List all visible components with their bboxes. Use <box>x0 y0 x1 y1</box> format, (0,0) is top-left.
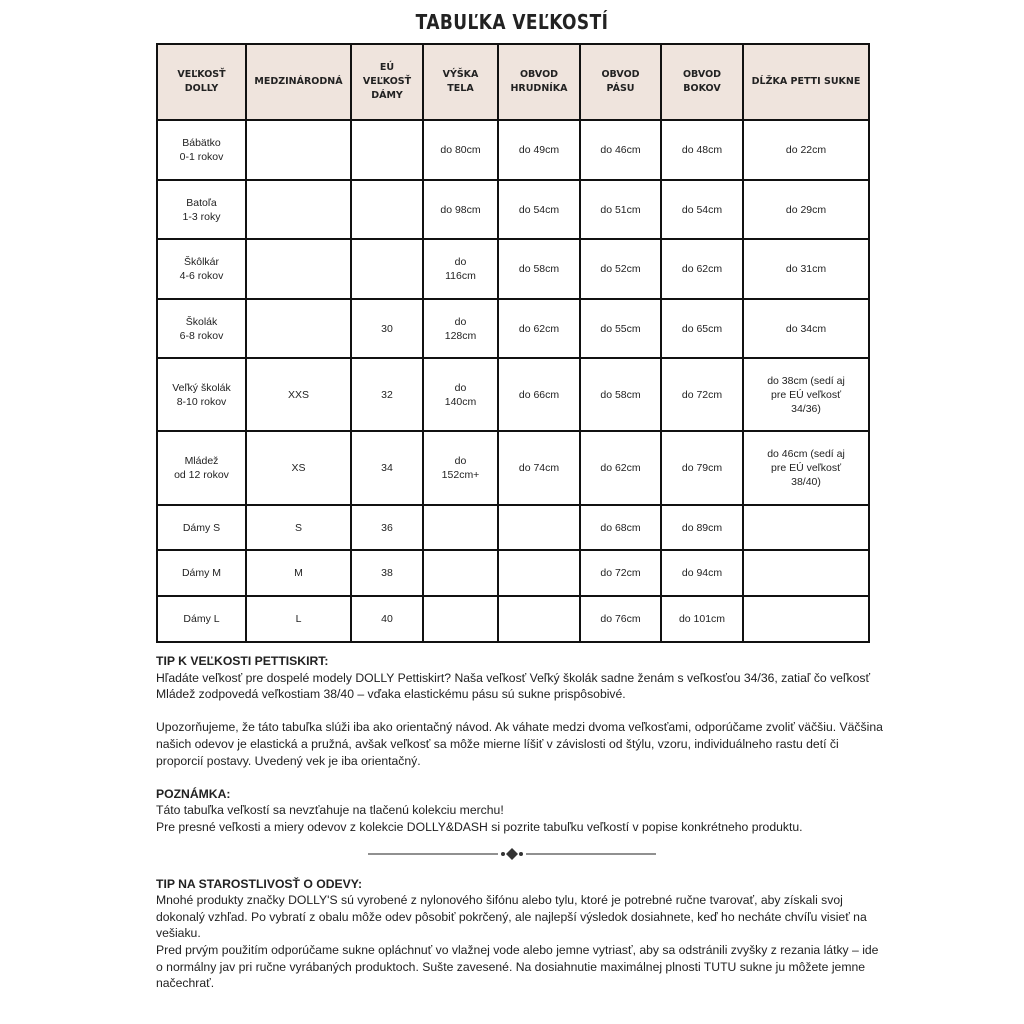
table-row <box>157 120 869 180</box>
table-cell <box>423 596 498 642</box>
table-cell: Školák 6-8 rokov <box>157 299 246 358</box>
table-cell: do 52cm <box>580 239 661 299</box>
table-cell <box>351 120 423 180</box>
warning-text: Upozorňujeme, že táto tabuľka slúži iba ako orientačný návod. Ak váhate medzi dvoma veľkosťami, odporúčame zvoliť väčšiu. Väčšina našich odevov je elastická a pružná, avšak veľkosť sa môže mierne líšiť v závislosti od štýlu, vzoru, individuálneho rastu detí či proporcií postavy. Uvedený vek je iba orientačný. <box>156 720 883 768</box>
table-cell: 38 <box>351 550 423 596</box>
table-cell: S <box>246 505 351 550</box>
table-cell: do 46cm <box>580 120 661 180</box>
table-cell: 40 <box>351 596 423 642</box>
table-cell <box>743 505 869 550</box>
note-line-1: Táto tabuľka veľkostí sa nevzťahuje na tlačenú kolekciu merchu! <box>156 803 504 818</box>
table-cell: do 140cm <box>423 358 498 431</box>
care-text-1: Mnohé produkty značky DOLLY'S sú vyrobené z nylonového šifónu alebo tylu, ktoré je potrebné ručne tvarovať, aby získali svoj dokonalý vzhľad. Po vybratí z obalu môže odev pôsobiť pokrčený, ale najlepší výsledok dosiahnete, keď ho necháte chvíľu visieť na vešiaku. <box>156 893 867 941</box>
table-cell: do 29cm <box>743 180 869 239</box>
column-header: OBVOD HRUDNÍKA <box>498 44 580 120</box>
table-cell: Batoľa 1-3 roky <box>157 180 246 239</box>
table-cell: 36 <box>351 505 423 550</box>
column-header: DĹŽKA PETTI SUKNE <box>743 44 869 120</box>
care-heading: TIP NA STAROSTLIVOSŤ O ODEVY: <box>156 876 363 891</box>
note-heading: POZNÁMKA: <box>156 786 231 801</box>
table-cell: do 38cm (sedí aj pre EÚ veľkosť 34/36) <box>743 358 869 431</box>
table-cell <box>246 239 351 299</box>
table-cell: do 116cm <box>423 239 498 299</box>
table-cell <box>246 299 351 358</box>
table-cell: do 68cm <box>580 505 661 550</box>
column-header: MEDZINÁRODNÁ <box>246 44 351 120</box>
column-header: EÚ VEĽKOSŤ DÁMY <box>351 44 423 120</box>
table-cell: do 49cm <box>498 120 580 180</box>
table-row <box>157 239 869 299</box>
table-cell: do 46cm (sedí aj pre EÚ veľkosť 38/40) <box>743 431 869 505</box>
table-cell: Škôlkár 4-6 rokov <box>157 239 246 299</box>
table-cell: do 65cm <box>661 299 743 358</box>
column-header: VEĽKOSŤ DOLLY <box>157 44 246 120</box>
table-cell: do 80cm <box>423 120 498 180</box>
table-header-row <box>157 44 869 120</box>
table-cell: Dámy S <box>157 505 246 550</box>
table-cell: do 76cm <box>580 596 661 642</box>
table-cell: do 72cm <box>580 550 661 596</box>
table-cell: Dámy M <box>157 550 246 596</box>
table-cell: XS <box>246 431 351 505</box>
table-cell: do 62cm <box>661 239 743 299</box>
column-header: VÝŠKA TELA <box>423 44 498 120</box>
table-row <box>157 505 869 550</box>
table-cell: do 58cm <box>580 358 661 431</box>
size-chart-table <box>156 43 870 643</box>
column-header: OBVOD BOKOV <box>661 44 743 120</box>
table-cell: do 48cm <box>661 120 743 180</box>
table-cell <box>743 596 869 642</box>
table-cell <box>246 180 351 239</box>
tip-heading: TIP K VEĽKOSTI PETTISKIRT: <box>156 654 329 668</box>
table-cell: do 62cm <box>580 431 661 505</box>
table-cell: do 72cm <box>661 358 743 431</box>
table-row <box>157 596 869 642</box>
table-cell: do 89cm <box>661 505 743 550</box>
table-row <box>157 358 869 431</box>
table-cell: do 58cm <box>498 239 580 299</box>
table-cell: do 54cm <box>498 180 580 239</box>
table-cell: Dámy L <box>157 596 246 642</box>
table-cell <box>351 180 423 239</box>
table-cell <box>423 550 498 596</box>
table-cell <box>423 505 498 550</box>
page-title: TABUĽKA VEĽKOSTÍ <box>415 10 609 34</box>
table-cell <box>246 120 351 180</box>
table-cell: 34 <box>351 431 423 505</box>
table-cell: M <box>246 550 351 596</box>
table-cell: 30 <box>351 299 423 358</box>
table-cell: do 51cm <box>580 180 661 239</box>
table-cell: do 152cm+ <box>423 431 498 505</box>
table-row <box>157 550 869 596</box>
table-cell <box>743 550 869 596</box>
table-row <box>157 431 869 505</box>
table-cell <box>351 239 423 299</box>
table-cell: do 66cm <box>498 358 580 431</box>
table-cell: L <box>246 596 351 642</box>
table-cell: do 55cm <box>580 299 661 358</box>
table-cell: Mládež od 12 rokov <box>157 431 246 505</box>
table-cell: do 34cm <box>743 299 869 358</box>
table-row <box>157 299 869 358</box>
table-cell: do 79cm <box>661 431 743 505</box>
table-cell <box>498 550 580 596</box>
table-cell: do 31cm <box>743 239 869 299</box>
table-cell: Bábätko 0-1 rokov <box>157 120 246 180</box>
table-cell: do 74cm <box>498 431 580 505</box>
table-cell: do 128cm <box>423 299 498 358</box>
care-text-2: Pred prvým použitím odporúčame sukne opláchnuť vo vlažnej vode alebo jemne vytriasť, aby sa odstránili zvyšky z rezania látky – ide o normálny jav pri ručne vyrábaných produktoch. Sušte zavesené. Na dosiahnutie maximálnej plnosti TUTU sukne ju môžete jemne načechrať. <box>156 942 879 991</box>
column-header: OBVOD PÁSU <box>580 44 661 120</box>
ornament-divider-icon <box>368 848 656 860</box>
table-cell: do 22cm <box>743 120 869 180</box>
notes-section <box>156 653 886 992</box>
table-cell: XXS <box>246 358 351 431</box>
table-cell: do 101cm <box>661 596 743 642</box>
note-line-2: Pre presné veľkosti a miery odevov z kolekcie DOLLY&DASH si pozrite tabuľku veľkostí v popise konkrétneho produktu. <box>156 819 803 834</box>
table-cell: do 98cm <box>423 180 498 239</box>
table-cell: do 54cm <box>661 180 743 239</box>
tip-text: Hľadáte veľkosť pre dospelé modely DOLLY Pettiskirt? Naša veľkosť Veľký školák sadne ženám s veľkosťou 34/36, zatiaľ čo veľkosť Mládež zodpovedá veľkostiam 38/40 – vďaka elastickému pásu sú sukne prispôsobivé. <box>156 670 871 702</box>
table-cell: 32 <box>351 358 423 431</box>
table-row <box>157 180 869 239</box>
table-cell: do 94cm <box>661 550 743 596</box>
table-cell <box>498 505 580 550</box>
table-cell: Veľký školák 8-10 rokov <box>157 358 246 431</box>
table-cell <box>498 596 580 642</box>
table-cell: do 62cm <box>498 299 580 358</box>
